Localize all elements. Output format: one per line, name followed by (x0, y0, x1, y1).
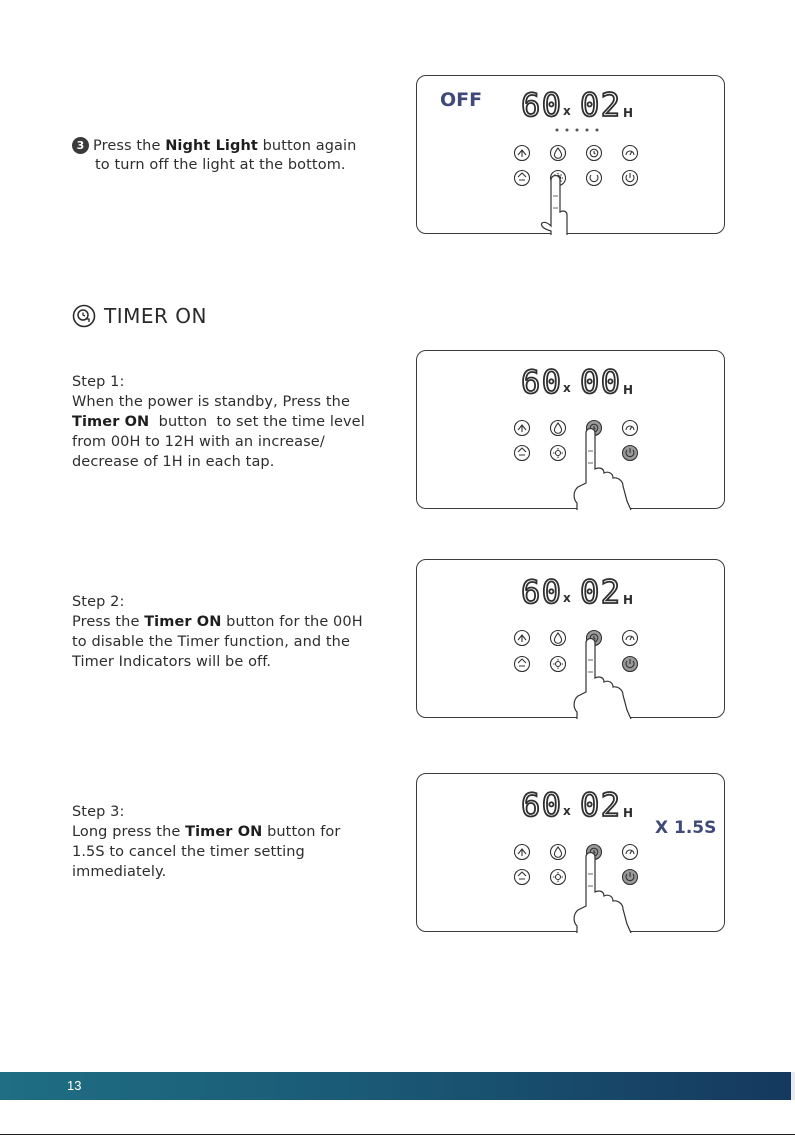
display-unit: H (623, 593, 634, 607)
display-x-sign: x (563, 804, 571, 818)
display-unit: H (623, 383, 634, 397)
pointing-hand-icon (574, 853, 631, 934)
display-left-digits: 60 (521, 786, 561, 824)
water-drop-icon (551, 845, 566, 860)
segment-display (521, 86, 633, 124)
control-panel-night-light (416, 75, 725, 234)
step-heading: Step 3: (72, 804, 125, 820)
display-x-sign: x (563, 104, 571, 118)
footer-edge (791, 1072, 795, 1100)
long-press-duration-label: X 1.5S (655, 818, 717, 838)
display-left-digits: 60 (521, 363, 561, 401)
fan-speed-icon (623, 146, 638, 161)
display-right-digits: 00 (580, 363, 620, 401)
water-drop-icon (551, 146, 566, 161)
sun-light-icon (551, 870, 566, 885)
power-icon (623, 446, 638, 461)
timer-icon (72, 304, 96, 328)
off-status-label: OFF (440, 89, 483, 111)
display-right-digits: 02 (580, 786, 620, 824)
panel-art (417, 76, 726, 235)
timer-indicator-dots (556, 129, 599, 132)
timer-on-term: Timer ON (144, 614, 222, 630)
up-arrow-icon (515, 845, 530, 860)
control-panel-step-3 (416, 773, 725, 932)
step-number-badge: 3 (72, 137, 89, 154)
display-left-digits: 60 (521, 86, 561, 124)
sun-light-icon (551, 446, 566, 461)
pointing-hand-icon (574, 429, 631, 511)
step-3-text: Step 3: Long press the Timer ON button for 1.5S to cancel the timer setting immediately. (72, 804, 341, 880)
step-heading: Step 2: (72, 594, 125, 610)
power-icon (623, 657, 638, 672)
mode-icon (515, 657, 530, 672)
page-number: 13 (67, 1078, 82, 1093)
display-right-digits: 02 (580, 86, 620, 124)
timer-on-term: Timer ON (72, 414, 150, 430)
section-title (72, 302, 207, 330)
timer-on-term: Timer ON (185, 824, 263, 840)
segment-display (521, 786, 633, 824)
panel-art (417, 774, 726, 933)
pointing-hand-icon (541, 176, 567, 236)
night-light-term: Night Light (165, 138, 258, 154)
display-unit: H (623, 106, 634, 120)
mode-icon (515, 446, 530, 461)
pointing-hand-icon (574, 639, 631, 720)
button-grid (515, 146, 638, 186)
display-x-sign: x (563, 591, 571, 605)
button-grid (515, 631, 638, 672)
button-grid (515, 421, 638, 461)
mode-icon (515, 171, 530, 186)
panel-art (417, 560, 726, 719)
section-title-text: TIMER ON (104, 304, 207, 328)
segment-display (521, 573, 633, 611)
sun-light-icon (551, 657, 566, 672)
fan-speed-icon (623, 421, 638, 436)
fan-speed-icon (623, 845, 638, 860)
display-x-sign: x (563, 381, 571, 395)
night-light-instruction: 3 Press the Night Light button again to turn off the light at the bottom. (72, 137, 356, 175)
display-unit: H (623, 806, 634, 820)
power-icon (623, 171, 638, 186)
mode-icon (515, 870, 530, 885)
display-right-digits: 02 (580, 573, 620, 611)
water-drop-icon (551, 421, 566, 436)
step-2-text: Step 2: Press the Timer ON button for the 00H to disable the Timer function, and the Timer Indicators will be off. (72, 594, 363, 670)
segment-display (521, 363, 633, 401)
up-arrow-icon (515, 421, 530, 436)
panel-art (417, 351, 726, 510)
power-icon (623, 870, 638, 885)
control-panel-step-1 (416, 350, 725, 509)
button-grid (515, 845, 638, 885)
up-arrow-icon (515, 631, 530, 646)
timer-icon (587, 146, 602, 161)
step-heading: Step 1: (72, 374, 125, 390)
page-footer (0, 1072, 795, 1100)
fan-speed-icon (623, 631, 638, 646)
up-arrow-icon (515, 146, 530, 161)
display-left-digits: 60 (521, 573, 561, 611)
sleep-timer-icon (587, 171, 602, 186)
step-1-text: Step 1: When the power is standby, Press the Timer ON button to set the time level from 00H to 12H with an increase/ decrease of 1H in each tap. (72, 374, 365, 470)
water-drop-icon (551, 631, 566, 646)
control-panel-step-2 (416, 559, 725, 718)
